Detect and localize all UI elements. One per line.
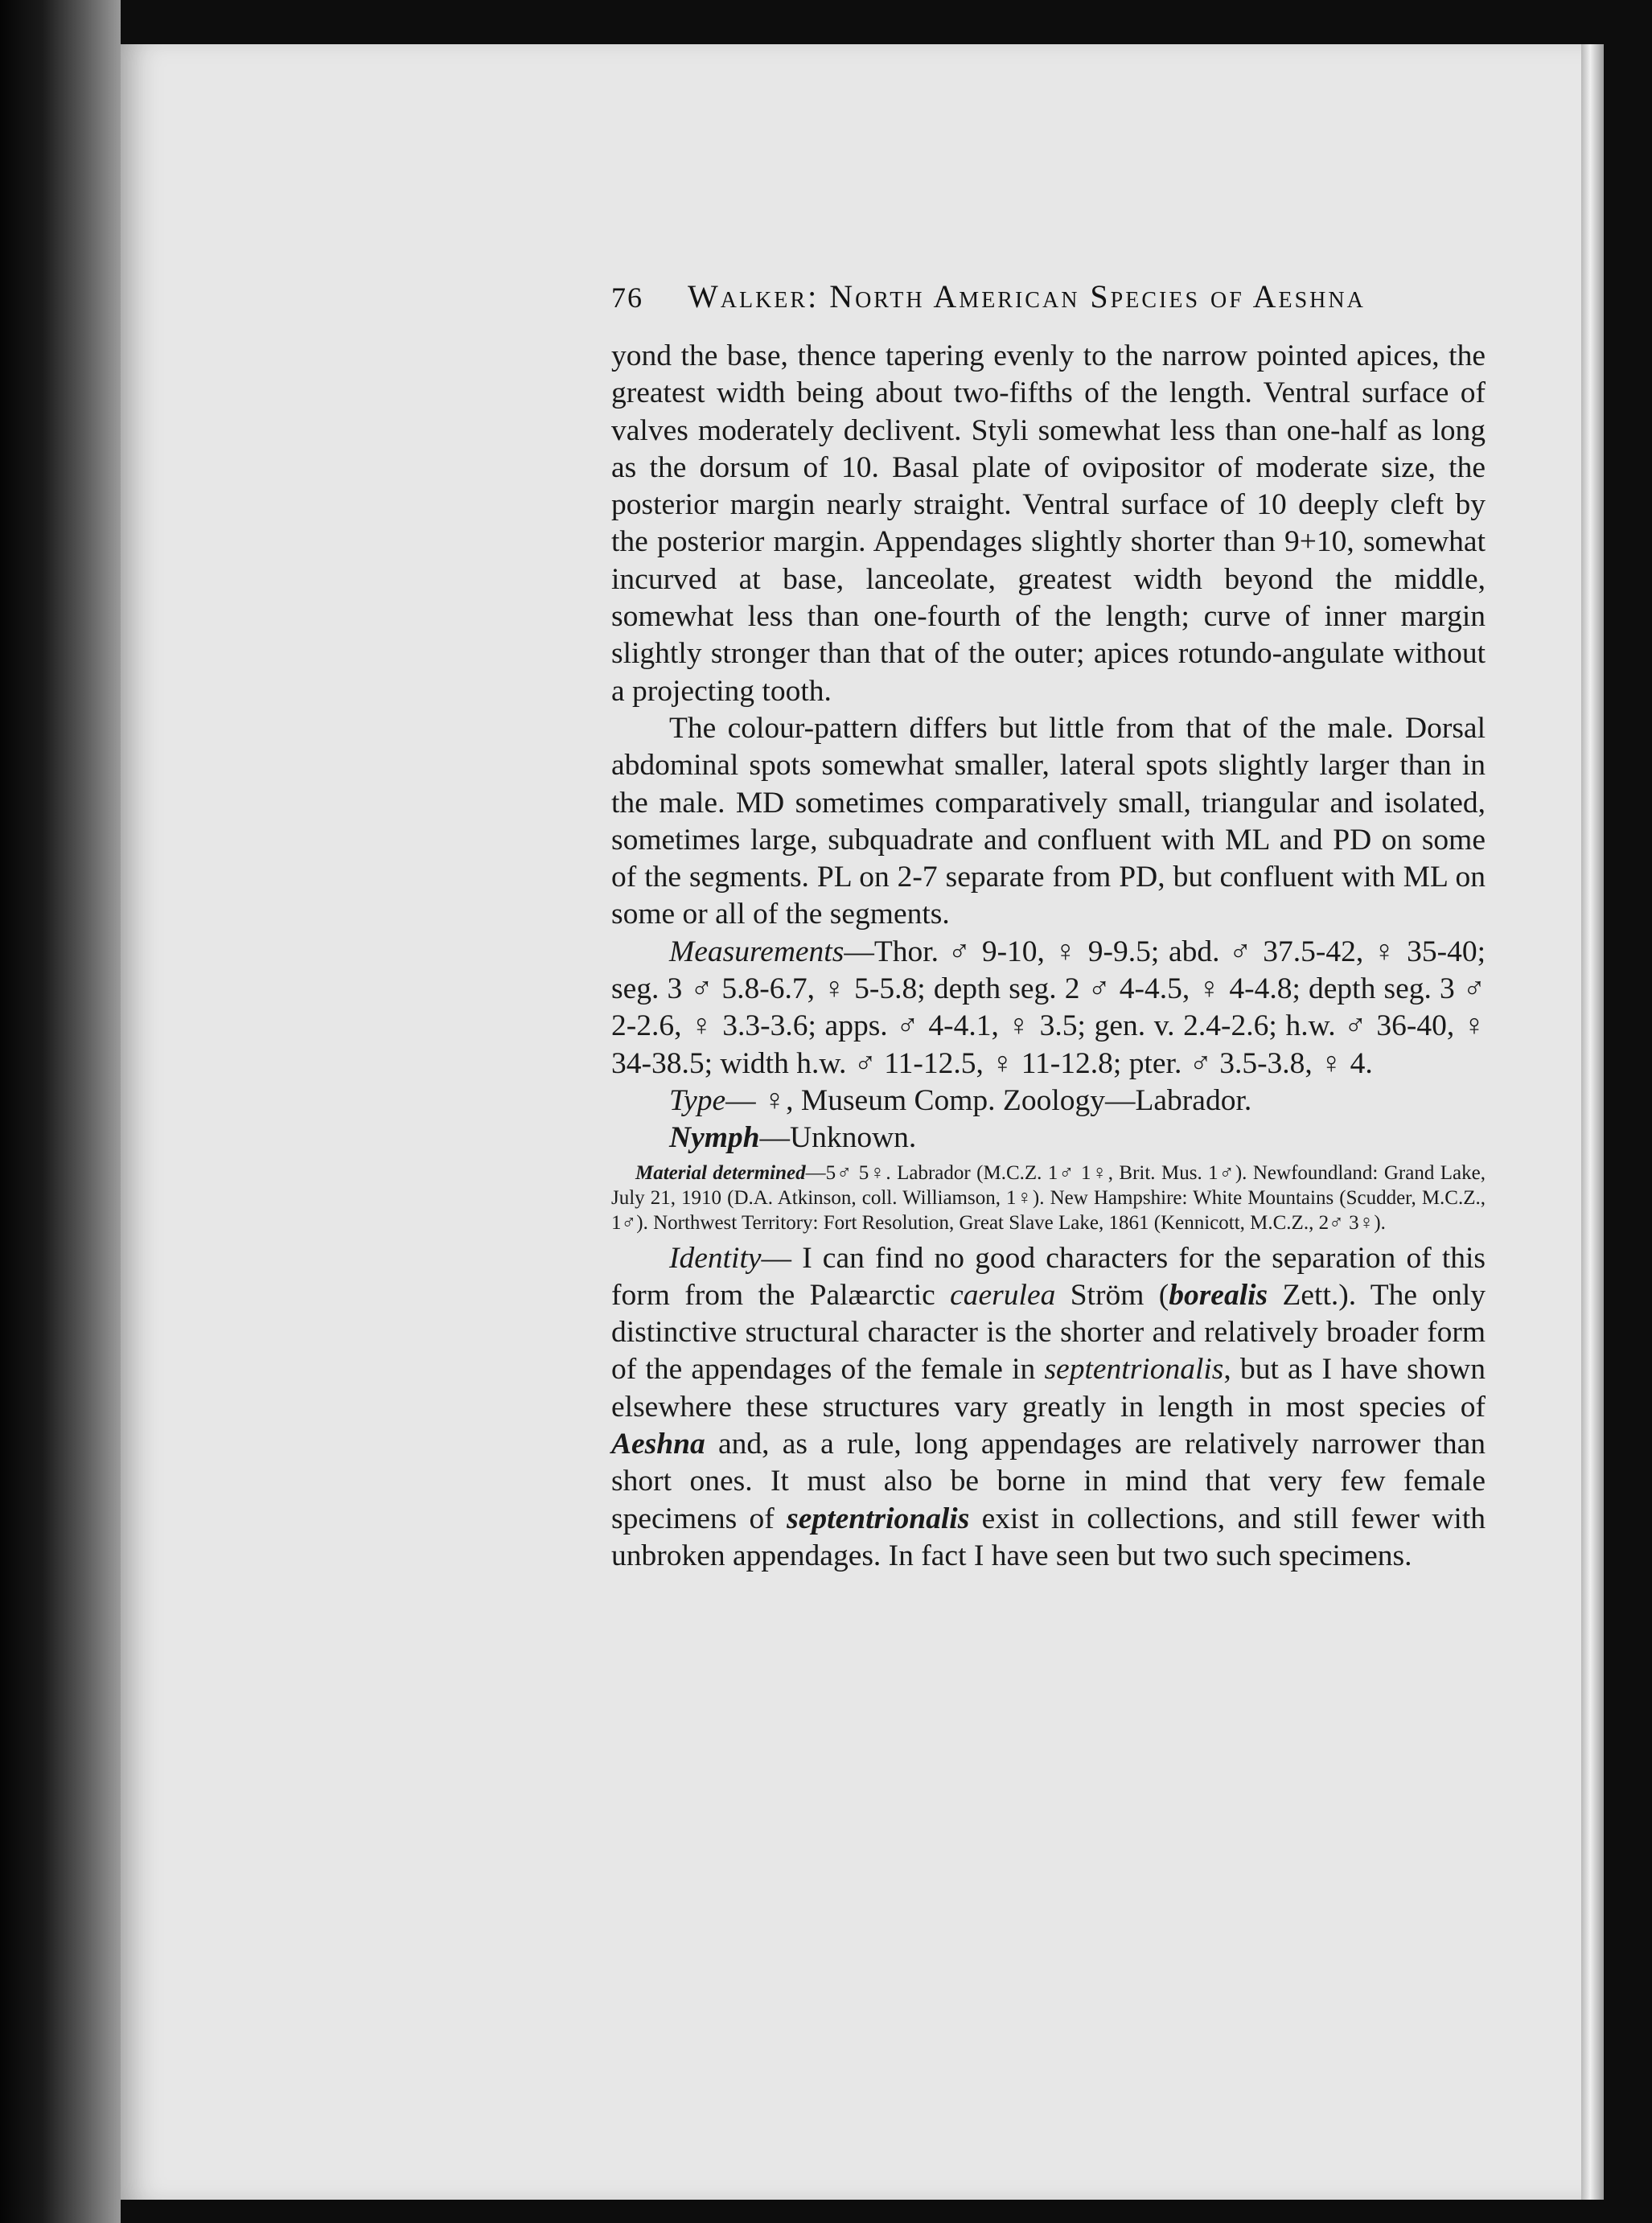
species-borealis: borealis	[1169, 1278, 1268, 1312]
nymph-label: Nymph	[669, 1121, 760, 1155]
identity-text-4: , but as I have shown elsewhere these structures vary greatly in length in most species of	[611, 1353, 1486, 1424]
identity-text-1: I can find no good characters for the separation of this form from the Palæarctic	[611, 1241, 1486, 1312]
identity-text-5: and, as a rule, long appendages are relatively narrower than short ones. It must also be borne in mind that very few female specimens of	[611, 1428, 1486, 1535]
type-value: ♀, Museum Comp. Zoology—Labrador.	[763, 1083, 1252, 1117]
material-label: Material determined	[635, 1161, 806, 1184]
identity-text-6: exist in collections, and still fewer with unbroken appendages. In fact I have seen but two such specimens.	[611, 1502, 1486, 1572]
type-label: Type	[669, 1083, 726, 1117]
species-septentrionalis-2: septentrionalis	[787, 1502, 970, 1535]
species-septentrionalis: septentrionalis	[1044, 1353, 1224, 1387]
running-header	[611, 277, 1424, 315]
genus-aeshna: Aeshna	[611, 1428, 705, 1461]
identity-text-3: Zett.). The only distinctive structural character is the shorter and relatively broader form of the appendages of the female in	[611, 1278, 1486, 1387]
paragraph-female-appendages: yond the base, thence tapering evenly to the narrow pointed apices, the greatest width being about two-fifths of the length. Ventral surface of valves moderately declivent. Styli somewhat less than one-half as long as the dorsum of 10. Basal plate of ovipositor of moderate size, the posterior margin nearly straight. Ventral surface of 10 deeply cleft by the posterior margin. Appendages slightly shorter than 9+10, somewhat incurved at base, lanceolate, greatest width beyond the middle, somewhat less than one-fourth of the length; curve of inner margin slightly stronger than that of the outer; apices rotundo-angulate without a projecting tooth.	[611, 339, 1486, 708]
measurements-values: Thor. ♂ 9-10, ♀ 9-9.5; abd. ♂ 37.5-42, ♀ 35-40; seg. 3 ♂ 5.8-6.7, ♀ 5-5.8; depth seg. 2 ♂ 4-4.5, ♀ 4-4.8; depth seg. 3 ♂ 2-2.6, ♀ 3.3-3.6; apps. ♂ 4-4.1, ♀ 3.5; gen. v. 2.4-2.6; h.w. ♂ 36-40, ♀ 34-38.5; width h.w. ♂ 11-12.5, ♀ 11-12.8; pter. ♂ 3.5-3.8, ♀ 4.	[611, 935, 1486, 1080]
paragraph-type: Type— ♀, Museum Comp. Zoology—Labrador.	[669, 1083, 1252, 1117]
material-value: 5♂ 5♀. Labrador (M.C.Z. 1♂ 1♀, Brit. Mus. 1♂). Newfoundland: Grand Lake, July 21, 1910 (D.A. Atkinson, coll. Williamson, 1♀). New Hampshire: White Mountains (Scudder, M.C.Z., 1♂). Northwest Territory: Fort Resolution, Great Slave Lake, 1861 (Kennicott, M.C.Z., 2♂ 3♀).	[611, 1161, 1486, 1234]
paragraph-nymph: Nymph—Unknown.	[669, 1121, 917, 1155]
paragraph-colour-pattern: The colour-pattern differs but little from that of the male. Dorsal abdominal spots somewhat smaller, lateral spots slightly larger than in the male. MD sometimes comparatively small, triangular and isolated, sometimes large, subquadrate and confluent with ML and PD on some of the segments. PL on 2-7 separate from PD, but confluent with ML on some or all of the segments.	[611, 711, 1486, 931]
paragraph-identity: Identity— I can find no good characters for the separation of this form from the Palæarctic caerulea Ström (borealis Zett.). The only distinctive structural character is the shorter and relatively broader form of the appendages of the female in septentrionalis, but as I have shown elsewhere these structures vary greatly in length in most species of Aeshna and, as a rule, long appendages are relatively narrower than short ones. It must also be borne in mind that very few female specimens of septentrionalis exist in collections, and still fewer with unbroken appendages. In fact I have seen but two such specimens.	[611, 1241, 1486, 1572]
page-right-edge	[1581, 44, 1604, 2200]
body-text	[611, 338, 1486, 1575]
paragraph-measurements: Measurements—Thor. ♂ 9-10, ♀ 9-9.5; abd. ♂ 37.5-42, ♀ 35-40; seg. 3 ♂ 5.8-6.7, ♀ 5-5.8; depth seg. 2 ♂ 4-4.5, ♀ 4-4.8; depth seg. 3 ♂ 2-2.6, ♀ 3.3-3.6; apps. ♂ 4-4.1, ♀ 3.5; gen. v. 2.4-2.6; h.w. ♂ 36-40, ♀ 34-38.5; width h.w. ♂ 11-12.5, ♀ 11-12.8; pter. ♂ 3.5-3.8, ♀ 4.	[611, 935, 1486, 1080]
running-title: Walker: North American Species of Aeshna	[688, 278, 1366, 314]
page-number: 76	[611, 281, 643, 314]
identity-text-2: Ström (	[1070, 1278, 1169, 1312]
nymph-value: Unknown.	[790, 1121, 917, 1155]
scan-left-edge	[0, 0, 121, 2223]
species-caerulea: caerulea	[950, 1278, 1056, 1312]
identity-label: Identity	[669, 1241, 762, 1275]
measurements-label: Measurements	[669, 935, 844, 968]
paragraph-material-determined: Material determined—5♂ 5♀. Labrador (M.C.Z. 1♂ 1♀, Brit. Mus. 1♂). Newfoundland: Grand Lake, July 21, 1910 (D.A. Atkinson, coll. Williamson, 1♀). New Hampshire: White Mountains (Scudder, M.C.Z., 1♂). Northwest Territory: Fort Resolution, Great Slave Lake, 1861 (Kennicott, M.C.Z., 2♂ 3♀).	[611, 1161, 1486, 1234]
